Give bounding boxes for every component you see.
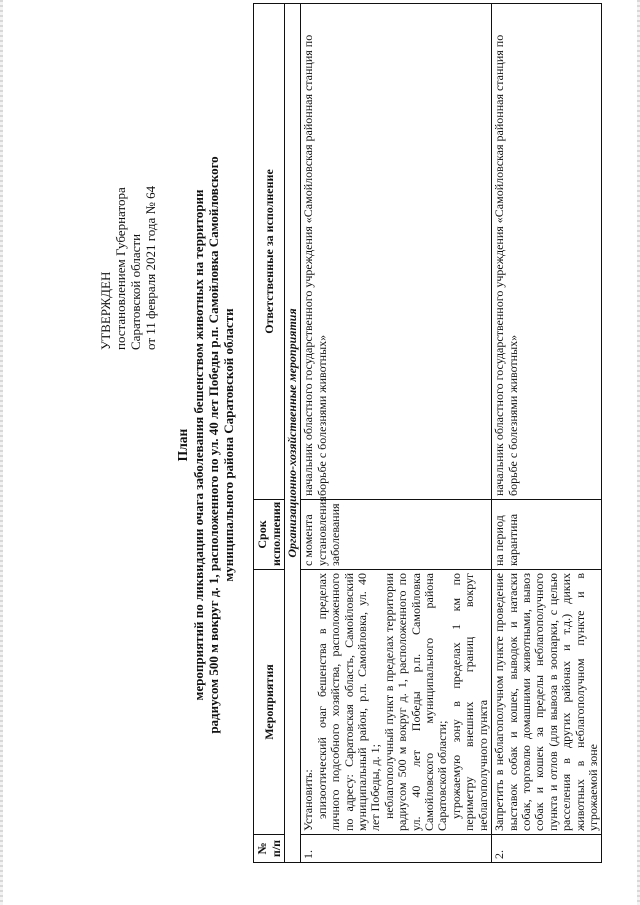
row-term: на период карантина [492,500,602,570]
approval-line-1: УТВЕРЖДЕН [98,271,113,350]
approval-line-4: от 11 февраля 2021 года № 64 [143,185,158,350]
table-row [492,4,602,863]
table-header-row [254,4,285,863]
approval-line-2: постановлением Губернатора [113,187,128,350]
title-heading: План [175,428,190,462]
header-responsible: Ответственные за исполнение [254,4,285,500]
activity-paragraph: угрожаемую зону в пределах 1 км по периметру внешних границ вокруг неблагополучного пункта [448,573,490,831]
section-row [285,4,301,863]
row-number: 2. [492,835,602,863]
row-activity [492,570,602,835]
title-line-2: радиусом 500 м вокруг д. 1, расположенного по ул. 40 лет Победы р.п. Самойловка Самойловского [206,156,221,734]
header-term: Срок исполнения [254,500,285,570]
section-title: Организационно-хозяйственные мероприятия [285,4,301,863]
activity-intro: Установить: [301,769,316,831]
row-responsible: начальник областного государственного учреждения «Самойловская районная станция по борьбе с болезнями животных» [301,4,492,500]
row-responsible: начальник областного государственного учреждения «Самойловская районная станция по борьбе с болезнями животных» [492,4,602,500]
activity-paragraph: неблагополучный пункт в пределах территории радиусом 500 м вокруг д. 1, расположенного по ул. 40 лет Победы р.п. Самойловка Самойловского муниципального района Саратовской области; [381,573,450,831]
activity-paragraph: эпизоотический очаг бешенства в пределах личного подсобного хозяйства, расположенного по адресу: Саратовская область, Самойловский муниципальный район, р.п. Самойловка, ул. 40 лет Победы, д. 1; [314,573,383,831]
row-number: 1. [301,835,492,863]
document-title [175,95,236,795]
header-activities: Мероприятия [254,570,285,835]
approval-line-3: Саратовской области [128,233,143,350]
plan-table [253,3,602,863]
title-line-1: мероприятий по ликвидации очага заболевания бешенством животных на территории [191,189,206,701]
header-num: № п/п [254,835,285,863]
row-activity [301,570,492,835]
approval-stamp [98,30,158,350]
table-row [301,4,492,863]
title-line-3: муниципального района Саратовской области [221,308,236,582]
row-term: с момента установления заболевания [301,500,492,570]
activity-paragraph: Запретить в неблагополучном пункте проведение выставок собак и кошек, выводок и натаски собак, торговлю домашними животными, вывоз собак и кошек за пределы неблагополучного пункта и отлов (для вывоза в зоопарки, с целью расселения в других районах и т.д.) диких животных в неблагополучном пункте и в угрожаемой зоне [492,573,600,831]
